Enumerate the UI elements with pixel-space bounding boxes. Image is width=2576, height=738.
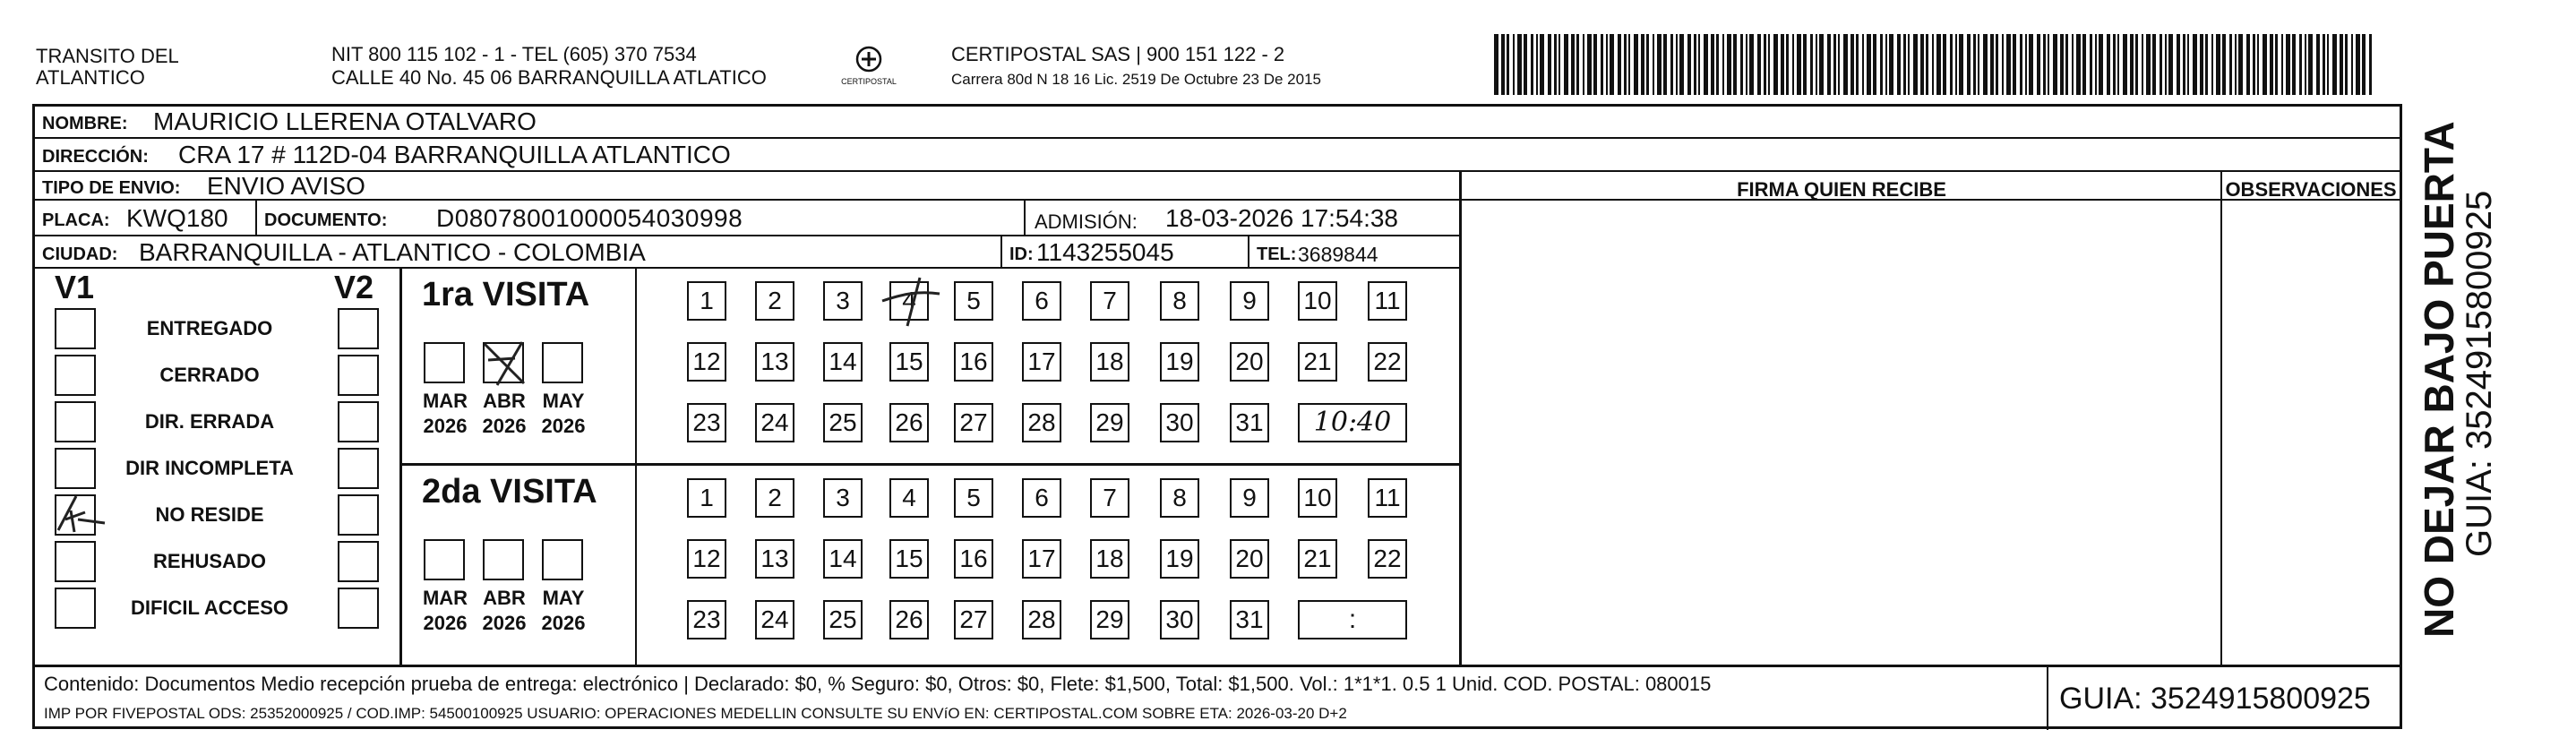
month-year: 2026 xyxy=(423,415,468,437)
day-cell[interactable]: 10 xyxy=(1298,281,1337,321)
month-checkbox[interactable] xyxy=(542,342,583,383)
day-cell[interactable]: 3 xyxy=(823,478,863,518)
day-cell[interactable]: 4 xyxy=(889,478,929,518)
day-cell[interactable]: 11 xyxy=(1368,281,1407,321)
day-cell[interactable]: 7 xyxy=(1090,281,1129,321)
observaciones-area[interactable] xyxy=(2224,201,2398,665)
firma-area[interactable] xyxy=(1463,201,2219,665)
side-warning: NO DEJAR BAJO PUERTA xyxy=(2416,121,2462,638)
logo-text: CERTIPOSTAL xyxy=(841,77,897,86)
barcode xyxy=(1494,34,2377,95)
status-label: REHUSADO xyxy=(153,550,266,572)
time-value: : xyxy=(1348,605,1357,634)
footer-imp: IMP POR FIVEPOSTAL ODS: 25352000925 / COD.IMP: 54500100925 USUARIO: OPERACIONES MEDELLIN CONSULTE SU ENVíO EN: CERTIPOSTAL.COM SOBRE ETA: 2026-03-20 D+2 xyxy=(44,705,1347,722)
month-label xyxy=(528,586,599,636)
day-cell[interactable]: 18 xyxy=(1090,342,1129,382)
day-cell[interactable]: 11 xyxy=(1368,478,1407,518)
month-year: 2026 xyxy=(541,415,586,437)
placa-label: PLACA: xyxy=(42,210,110,230)
day-cell[interactable]: 20 xyxy=(1230,342,1269,382)
status-label: CERRADO xyxy=(159,364,260,386)
day-cell[interactable]: 18 xyxy=(1090,539,1129,579)
v1-label: V1 xyxy=(55,269,95,305)
month-label xyxy=(528,389,599,439)
day-cell[interactable]: 9 xyxy=(1230,478,1269,518)
month-year: 2026 xyxy=(541,612,586,634)
v1-checkbox[interactable] xyxy=(55,401,96,442)
time-value: 10:40 xyxy=(1313,407,1392,438)
day-cell[interactable]: 30 xyxy=(1160,403,1199,442)
day-cell[interactable]: 21 xyxy=(1298,539,1337,579)
day-cell[interactable]: 29 xyxy=(1090,600,1129,639)
month-name: ABR xyxy=(483,587,526,609)
v1-checkbox[interactable] xyxy=(55,448,96,489)
month-name: MAY xyxy=(542,390,585,412)
day-cell[interactable]: 2 xyxy=(755,478,794,518)
nombre-value: MAURICIO LLERENA OTALVARO xyxy=(153,107,537,135)
row-placa xyxy=(35,201,1461,236)
day-cell[interactable]: 6 xyxy=(1022,478,1061,518)
v1-checkbox[interactable] xyxy=(55,308,96,349)
day-cell[interactable]: 30 xyxy=(1160,600,1199,639)
day-cell[interactable]: 27 xyxy=(954,600,993,639)
status-label: DIFICIL ACCESO xyxy=(130,596,288,619)
day-cell[interactable]: 17 xyxy=(1022,539,1061,579)
day-cell[interactable]: 19 xyxy=(1160,342,1199,382)
certipostal-logo xyxy=(829,41,908,95)
v2-label: V2 xyxy=(334,269,374,305)
day-handwritten-mark xyxy=(880,274,943,331)
v1-checkbox[interactable] xyxy=(55,588,96,629)
day-cell[interactable]: 5 xyxy=(954,478,993,518)
observaciones-header xyxy=(2222,172,2400,201)
day-cell[interactable]: 2 xyxy=(755,281,794,321)
day-cell[interactable]: 29 xyxy=(1090,403,1129,442)
time-field[interactable] xyxy=(1298,600,1407,639)
day-cell[interactable]: 15 xyxy=(889,342,929,382)
day-cell[interactable]: 27 xyxy=(954,403,993,442)
ciudad-label: CIUDAD: xyxy=(42,245,118,264)
v2-checkbox[interactable] xyxy=(338,541,379,582)
month-name: MAY xyxy=(542,587,585,609)
visit-2 xyxy=(402,466,1459,665)
day-cell[interactable]: 6 xyxy=(1022,281,1061,321)
documento-label: DOCUMENTO: xyxy=(264,210,388,230)
org-name-line2: ATLANTICO xyxy=(36,66,145,89)
day-cell[interactable]: 26 xyxy=(889,600,929,639)
day-cell[interactable]: 19 xyxy=(1160,539,1199,579)
placa-value: KWQ180 xyxy=(126,204,228,232)
day-cell[interactable]: 12 xyxy=(687,342,726,382)
id-value: 1143255045 xyxy=(1036,238,1174,266)
day-cell[interactable]: 1 xyxy=(687,478,726,518)
visit-1-title: 1ra VISITA xyxy=(422,276,590,313)
documento-value: D08078001000054030998 xyxy=(436,204,743,232)
month-year: 2026 xyxy=(482,415,527,437)
v1-checkbox[interactable] xyxy=(55,494,96,536)
tel-label: TEL: xyxy=(1257,245,1297,264)
row-direccion xyxy=(35,139,2400,172)
footer xyxy=(35,665,2400,729)
company-line: CERTIPOSTAL SAS | 900 151 122 - 2 xyxy=(951,43,1285,65)
month-year: 2026 xyxy=(482,612,527,634)
direccion-value: CRA 17 # 112D-04 BARRANQUILLA ATLANTICO xyxy=(178,141,731,168)
day-cell[interactable]: 15 xyxy=(889,539,929,579)
day-cell[interactable]: 12 xyxy=(687,539,726,579)
firma-label: FIRMA QUIEN RECIBE xyxy=(1737,178,1946,201)
v2-checkbox[interactable] xyxy=(338,588,379,629)
month-checkbox[interactable] xyxy=(542,539,583,580)
admision-value: 18-03-2026 17:54:38 xyxy=(1165,204,1398,232)
status-label: DIR INCOMPLETA xyxy=(125,457,294,479)
ciudad-value: BARRANQUILLA - ATLANTICO - COLOMBIA xyxy=(139,238,646,266)
v2-checkbox[interactable] xyxy=(338,401,379,442)
row-nombre xyxy=(35,107,2400,139)
day-cell[interactable]: 23 xyxy=(687,403,726,442)
day-cell[interactable]: 13 xyxy=(755,539,794,579)
v2-checkbox[interactable] xyxy=(338,308,379,349)
day-cell[interactable]: 26 xyxy=(889,403,929,442)
footer-guia: GUIA: 3524915800925 xyxy=(2059,682,2371,716)
v1-checkbox[interactable] xyxy=(55,541,96,582)
day-cell[interactable]: 22 xyxy=(1368,539,1407,579)
day-cell[interactable]: 31 xyxy=(1230,403,1269,442)
day-cell[interactable]: 25 xyxy=(823,403,863,442)
day-cell[interactable]: 3 xyxy=(823,281,863,321)
status-label: ENTREGADO xyxy=(146,317,273,339)
day-cell[interactable]: 20 xyxy=(1230,539,1269,579)
month-checkbox[interactable] xyxy=(483,539,524,580)
observaciones-label: OBSERVACIONES xyxy=(2225,178,2397,201)
day-cell[interactable]: 8 xyxy=(1160,478,1199,518)
tipo-envio-value: ENVIO AVISO xyxy=(207,172,365,200)
firma-header xyxy=(1461,172,2222,201)
status-block xyxy=(35,269,402,665)
visit-2-title: 2da VISITA xyxy=(422,473,597,511)
direccion-label: DIRECCIÓN: xyxy=(42,147,149,167)
nit-line: NIT 800 115 102 - 1 - TEL (605) 370 7534 xyxy=(331,43,697,65)
day-cell[interactable]: 24 xyxy=(755,600,794,639)
time-field[interactable] xyxy=(1298,403,1407,442)
day-cell[interactable]: 16 xyxy=(954,539,993,579)
status-label: NO RESIDE xyxy=(155,503,264,526)
v1-checkbox[interactable] xyxy=(55,355,96,396)
month-name: MAR xyxy=(422,390,468,412)
day-cell[interactable]: 21 xyxy=(1298,342,1337,382)
day-cell[interactable]: 9 xyxy=(1230,281,1269,321)
side-guia: GUIA: 3524915800925 xyxy=(2460,190,2499,557)
day-cell[interactable]: 28 xyxy=(1022,403,1061,442)
admision-label: ADMISIÓN: xyxy=(1035,210,1138,233)
day-cell[interactable]: 7 xyxy=(1090,478,1129,518)
form-frame xyxy=(32,104,2402,729)
month-checkbox[interactable] xyxy=(424,342,465,383)
day-cell[interactable]: 8 xyxy=(1160,281,1199,321)
nombre-label: NOMBRE: xyxy=(42,114,128,133)
day-cell[interactable]: 5 xyxy=(954,281,993,321)
org-name-line1: TRANSITO DEL xyxy=(36,45,179,67)
footer-contenido: Contenido: Documentos Medio recepción prueba de entrega: electrónico | Declarado: $0, % Seguro: $0, Otros: $0, Flete: $1,500, Total: $1,500. Vol.: 1*1*1. 0.5 1 Unid. COD. POSTAL: 080015 xyxy=(44,673,1712,695)
day-cell[interactable]: 13 xyxy=(755,342,794,382)
day-cell[interactable]: 28 xyxy=(1022,600,1061,639)
day-cell[interactable]: 14 xyxy=(823,539,863,579)
status-label: DIR. ERRADA xyxy=(144,410,275,433)
row-ciudad xyxy=(35,236,1461,269)
v2-checkbox[interactable] xyxy=(338,355,379,396)
day-cell[interactable]: 22 xyxy=(1368,342,1407,382)
tel-value: 3689844 xyxy=(1298,243,1378,266)
v2-checkbox[interactable] xyxy=(338,448,379,489)
day-cell[interactable]: 24 xyxy=(755,403,794,442)
row-tipo-envio xyxy=(35,172,1461,201)
month-name: ABR xyxy=(483,390,526,412)
month-name: MAR xyxy=(422,587,468,609)
day-cell[interactable]: 25 xyxy=(823,600,863,639)
day-cell[interactable]: 23 xyxy=(687,600,726,639)
address-line: CALLE 40 No. 45 06 BARRANQUILLA ATLATICO xyxy=(331,66,767,89)
day-cell[interactable]: 31 xyxy=(1230,600,1269,639)
month-checkbox[interactable] xyxy=(483,342,524,383)
day-cell[interactable]: 14 xyxy=(823,342,863,382)
day-cell[interactable]: 17 xyxy=(1022,342,1061,382)
day-cell[interactable]: 4 xyxy=(889,281,929,321)
license-line: Carrera 80d N 18 16 Lic. 2519 De Octubre 23 De 2015 xyxy=(951,71,1321,88)
month-year: 2026 xyxy=(423,612,468,634)
day-cell[interactable]: 10 xyxy=(1298,478,1337,518)
day-cell[interactable]: 16 xyxy=(954,342,993,382)
visit-1 xyxy=(402,269,1459,466)
day-cell[interactable]: 1 xyxy=(687,281,726,321)
id-label: ID: xyxy=(1009,245,1034,264)
month-checkbox[interactable] xyxy=(424,539,465,580)
tipo-envio-label: TIPO DE ENVIO: xyxy=(42,178,181,198)
v2-checkbox[interactable] xyxy=(338,494,379,536)
